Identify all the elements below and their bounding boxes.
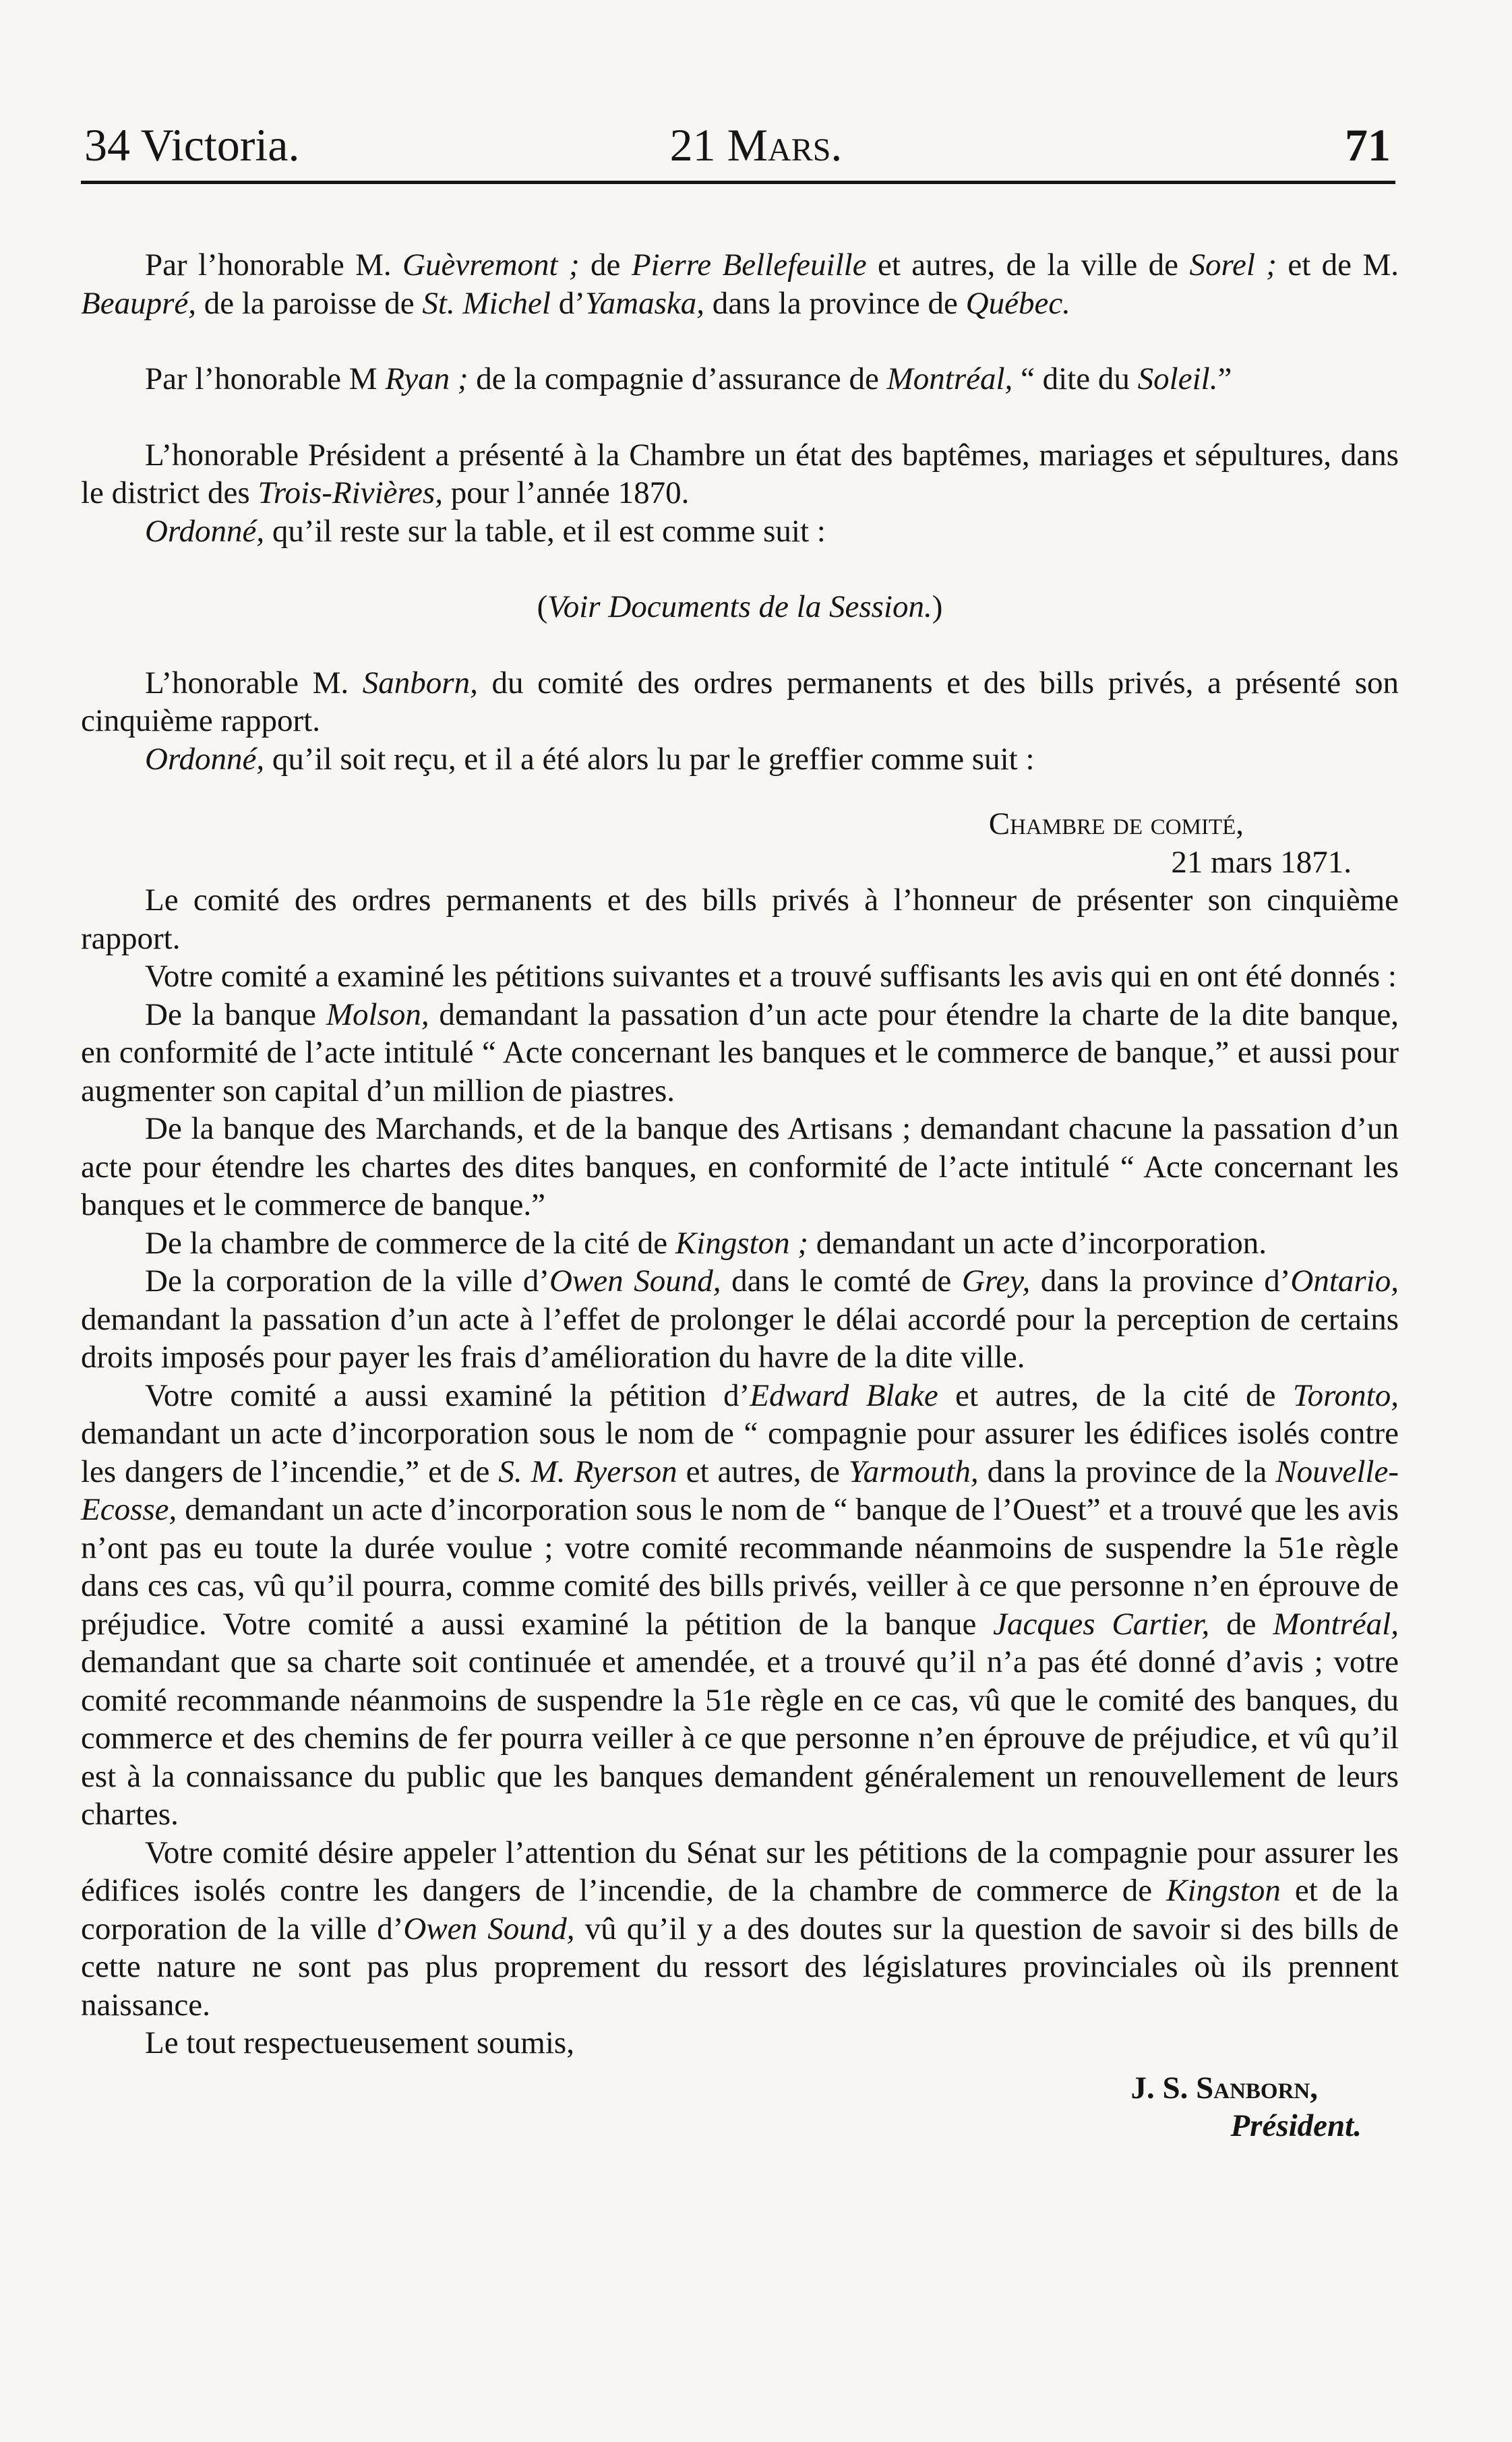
- report-kingston: De la chambre de commerce de la cité de Kingston ; demandant un acte d’incorporation.: [145, 1225, 1267, 1261]
- paragraph-president-statement: L’honorable Président a présenté à la Chambre un état des baptêmes, mariages et sépultures, dans le district des Trois-Rivières, pour l’année 1870.: [81, 437, 1399, 510]
- report-owen-sound: De la corporation de la ville d’Owen Sound, dans le comté de Grey, dans la province d’Ontario, demandant la passation d’un acte à l’effet de prolonger le délai accordé pour la perception de certains droits imposés pour payer les frais d’amélioration du havre de la dite ville.: [81, 1263, 1399, 1375]
- report-marchands-artisans: De la banque des Marchands, et de la banque des Artisans ; demandant chacune la passation d’un acte pour étendre les chartes des dites banques, en conformité de l’acte intitulé “ Acte concernant les banques et le commerce de banque.”: [81, 1111, 1399, 1222]
- report-blake-ryerson: Votre comité a aussi examiné la pétition d’Edward Blake et autres, de la cité de Toronto, demandant un acte d’incorporation sous le nom de “ compagnie pour assurer les édifices isolés contre les dangers de l’incendie,” et de S. M. Ryerson et autres, de Yarmouth, dans la province de la Nouvelle-Ecosse, demandant un acte d’incorporation sous le nom de “ banque de l’Ouest” et a trouvé que les avis n’ont pas eu toute la durée voulue ; votre comité recommande néanmoins de suspendre la 51e règle dans ces cas, vû qu’il pourra, comme comité des bills privés, veiller à ce que personne n’en éprouve de préjudice. Votre comité a aussi examiné la pétition de la banque Jacques Cartier, de Montréal, demandant que sa charte soit continuée et amendée, et a trouvé qu’il n’a pas été donné d’avis ; votre comité recommande néanmoins de suspendre la 51e règle en ce cas, vû que le comité des banques, du commerce et des chemins de fer pourra veiller à ce que personne n’en éprouve de préjudice, et vû qu’il est à la connaissance du public que les banques demandent généralement un renouvellement de leurs chartes.: [81, 1377, 1399, 1832]
- paragraph-petition-guevremont: Par l’honorable M. Guèvremont ; de Pierre Bellefeuille et autres, de la ville de Sorel ; et de M. Beaupré, de la paroisse de St. Michel d’Yamaska, dans la province de Québec.: [81, 247, 1399, 321]
- report-senate-attention: Votre comité désire appeler l’attention du Sénat sur les pétitions de la compagnie pour assurer les édifices isolés contre les dangers de l’incendie, de la chambre de commerce de Kingston et de la corporation de la ville d’Owen Sound, vû qu’il y a des doutes sur la question de savoir si des bills de cette nature ne sont pas plus proprement du ressort des législatures provinciales où ils prennent naissance.: [81, 1835, 1399, 2023]
- header-rule: [81, 181, 1395, 184]
- signature-name: J. S. Sanborn,: [1130, 2070, 1318, 2106]
- paragraph-petition-ryan: Par l’honorable M Ryan ; de la compagnie d’assurance de Montréal, “ dite du Soleil.”: [145, 361, 1232, 396]
- committee-heading: Chambre de comité,: [988, 806, 1244, 841]
- signature-title: Président.: [1230, 2108, 1362, 2143]
- header-session: 34 Victoria.: [84, 119, 300, 171]
- paragraph-see-documents: (Voir Documents de la Session.): [537, 589, 943, 624]
- report-molson: De la banque Molson, demandant la passation d’un acte pour étendre la charte de la dite banque, en conformité de l’acte intitulé “ Acte concernant les banques et le commerce de banque,” et aussi pour augmenter son capital d’un million de piastres.: [81, 996, 1399, 1108]
- paragraph-order-received: Ordonné, qu’il soit reçu, et il a été alors lu par le greffier comme suit :: [145, 741, 1035, 777]
- report-date: 21 mars 1871.: [1171, 844, 1352, 880]
- paragraph-sanborn-report: L’honorable M. Sanborn, du comité des ordres permanents et des bills privés, a présenté son cinquième rapport.: [81, 665, 1399, 738]
- report-closing: Le tout respectueusement soumis,: [145, 2025, 574, 2060]
- header-date: 21 Mars.: [669, 119, 843, 171]
- document-body: [81, 246, 1399, 2145]
- report-petitions-examined: Votre comité a examiné les pétitions suivantes et a trouvé suffisants les avis qui en ont été donnés :: [145, 959, 1397, 994]
- report-intro: Le comité des ordres permanents et des bills privés à l’honneur de présenter son cinquième rapport.: [81, 883, 1399, 956]
- page-number: 71: [1345, 119, 1391, 171]
- paragraph-order-table: Ordonné, qu’il reste sur la table, et il est comme suit :: [145, 513, 826, 549]
